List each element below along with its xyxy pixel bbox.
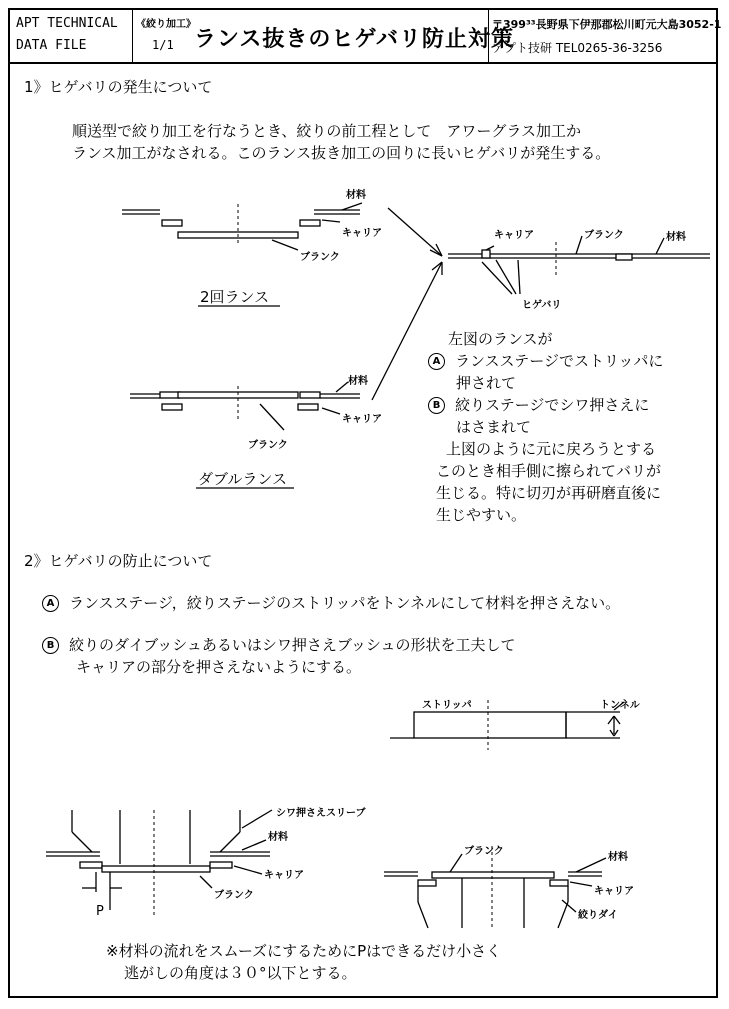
- fig2-blank-label: ブランク: [248, 440, 288, 451]
- page-number: 1/1: [152, 38, 174, 52]
- file-line2: DATA FILE: [16, 38, 87, 53]
- explain-a-line1: ランスステージでストリッパに: [455, 352, 664, 370]
- fig6-carrier-label: キャリア: [594, 886, 634, 897]
- explain-line6: 生じる。特に切刃が再研磨直後に: [436, 484, 662, 502]
- address: 〒399³³長野県下伊那郡松川町元大島3052-1: [492, 18, 722, 31]
- explain-line5: このとき相手側に擦られてバリが: [436, 462, 662, 480]
- fig6-draw-die: [384, 846, 606, 930]
- fig6-material-label: 材料: [608, 852, 628, 863]
- page-title: ランス抜きのヒゲバリ防止対策: [194, 27, 515, 52]
- explain-line7: 生じやすい。: [436, 506, 527, 524]
- section2-heading: 2》ヒゲバリの防止について: [24, 552, 213, 570]
- section1-para-line2: ランス加工がなされる。このランス抜き加工の回りに長いヒゲバリが発生する。: [72, 144, 611, 162]
- explain-line4: 上図のように元に戻ろうとする: [446, 440, 657, 458]
- section2-a-text: ランスステージ，絞りステージのストリッパをトンネルにして材料を押さえない。: [69, 594, 621, 612]
- fig1-caption: 2回ランス: [200, 288, 270, 306]
- fig5-sleeve-label: シワ押さえスリーブ: [276, 808, 366, 819]
- section2-b-line2: キャリアの部分を押さえないようにする。: [76, 658, 362, 676]
- fig4-tunnel-label: トンネル: [600, 700, 640, 711]
- section1-heading: 1》ヒゲバリの発生について: [24, 78, 213, 96]
- fig2-carrier-label: キャリア: [342, 414, 382, 425]
- fig3-carrier-label: キャリア: [494, 230, 534, 241]
- explain-line1: 左図のランスが: [448, 330, 553, 348]
- fig5-carrier-label: キャリア: [264, 870, 304, 881]
- mark-a: A: [428, 353, 445, 370]
- company-tel: アプト技研 TEL0265-36-3256: [492, 41, 663, 55]
- section1-para-line1: 順送型で絞り加工を行なうとき、絞りの前工程として アワーグラス加工か: [72, 122, 581, 140]
- fig1-blank-label: ブランク: [300, 252, 340, 263]
- data-sheet: [8, 8, 722, 998]
- fig6-die-label: 絞りダイ: [578, 910, 618, 921]
- fig3-burr-label: ヒゲバリ: [522, 300, 562, 311]
- fig5-p-label: P: [96, 904, 104, 919]
- fig2-caption: ダブルランス: [198, 470, 287, 488]
- fig6-blank-label: ブランク: [464, 846, 504, 857]
- note-line2: 逃がしの角度は３０°以下とする。: [124, 964, 357, 982]
- mark-b2: B: [42, 637, 59, 654]
- explain-b-line1: 絞りステージでシワ押さえに: [455, 396, 650, 414]
- mark-a2: A: [42, 595, 59, 612]
- fig3-material-label: 材料: [666, 232, 686, 243]
- note-line1: ※材料の流れをスムーズにするためにPはできるだけ小さく: [106, 942, 502, 960]
- explain-b-line2: はさまれて: [456, 418, 532, 436]
- fig4-stripper-label: ストリッパ: [422, 700, 472, 711]
- file-line1: APT TECHNICAL: [16, 16, 118, 31]
- category-label: 《絞り加工》: [136, 19, 196, 30]
- fig1-material-label: 材料: [346, 190, 366, 201]
- fig1-carrier-label: キャリア: [342, 228, 382, 239]
- section2-b-line1: 絞りのダイブッシュあるいはシワ押さえブッシュの形状を工夫して: [69, 636, 516, 654]
- fig3-blank-label: ブランク: [584, 230, 624, 241]
- fig5-blank-label: ブランク: [214, 890, 254, 901]
- fig5-material-label: 材料: [268, 832, 288, 843]
- mark-b: B: [428, 397, 445, 414]
- explain-a-line2: 押されて: [456, 374, 517, 392]
- fig2-material-label: 材料: [348, 376, 368, 387]
